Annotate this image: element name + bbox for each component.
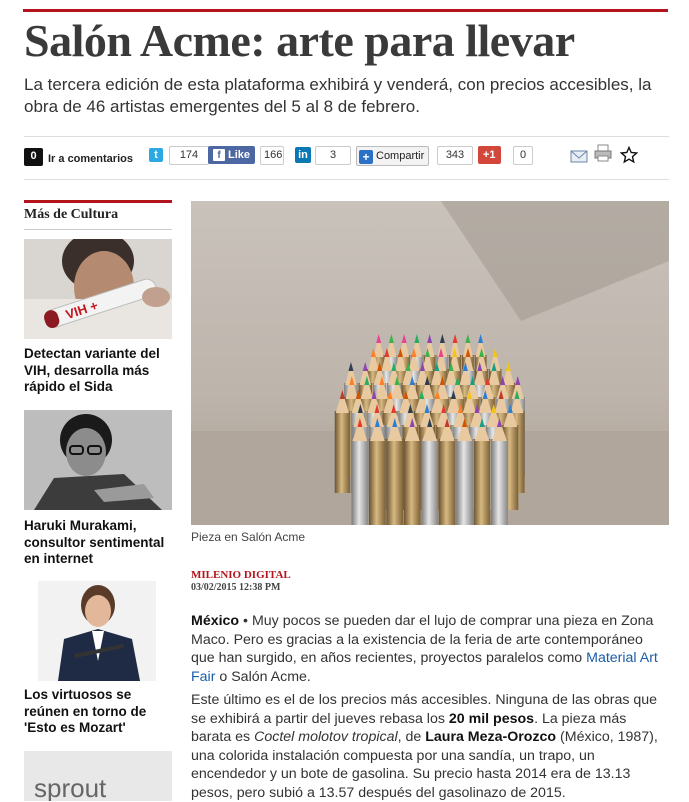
sprout-text: sprout — [34, 773, 107, 801]
comments-count-badge[interactable]: 0 — [24, 148, 43, 166]
facebook-like-label: Like — [228, 149, 251, 161]
share-count: 343 — [437, 146, 473, 165]
paragraph-text: Este último es el de los precios más accesibles. Ninguna de las obras que se exhibirá a partir del jueves rebasa los — [191, 692, 658, 727]
bold-text: 20 mil pesos — [448, 710, 535, 727]
share-label: Compartir — [376, 150, 425, 162]
linkedin-count: 3 — [315, 146, 351, 165]
photo-caption: Pieza en Salón Acme — [191, 530, 306, 544]
sidebar-item-image[interactable] — [24, 751, 172, 801]
divider — [24, 179, 669, 180]
article-date: 03/02/2015 12:38 PM — [191, 582, 281, 593]
sidebar-item-caption[interactable]: Los virtuosos se reúnen en torno de 'Esto es Mozart' — [24, 687, 147, 735]
share-plus-icon: + — [359, 150, 373, 164]
bullet: • — [239, 613, 252, 629]
mail-icon[interactable] — [570, 147, 588, 165]
twitter-icon[interactable]: t — [149, 148, 163, 162]
sidebar-item-caption[interactable]: Detectan variante del VIH, desarrolla más rápido el Sida — [24, 346, 160, 394]
gplus-button[interactable]: +1 — [478, 146, 501, 164]
article-source: MILENIO DIGITAL — [191, 569, 291, 581]
vih-text: VIH + — [63, 297, 100, 323]
divider — [24, 136, 669, 137]
gplus-count: 0 — [513, 146, 533, 165]
twitter-count: 174 — [169, 146, 209, 165]
divider — [24, 229, 172, 230]
paragraph-text: . La pieza más barata es — [191, 710, 627, 745]
paragraph-text: , de — [397, 729, 426, 745]
dateline: México — [191, 613, 240, 629]
sidebar-rule — [24, 200, 172, 203]
linkedin-icon[interactable]: in — [295, 147, 311, 163]
facebook-count: 166 — [260, 146, 284, 165]
article-photo — [191, 201, 669, 525]
page-title: Salón Acme: arte para llevar — [24, 15, 575, 66]
comments-link[interactable]: Ir a comentarios — [48, 153, 133, 165]
sidebar-item-image[interactable] — [24, 581, 172, 681]
artist-name: Laura Meza-Orozco — [425, 729, 557, 745]
artwork-title: Coctel molotov tropical — [254, 729, 398, 745]
share-button[interactable] — [356, 146, 429, 166]
article-paragraph — [191, 612, 669, 686]
title-rule — [23, 9, 668, 12]
article-paragraph — [191, 691, 669, 802]
social-bar — [24, 144, 669, 170]
sidebar-item-image[interactable] — [24, 239, 172, 339]
sidebar-item-image[interactable] — [24, 410, 172, 510]
paragraph-text: o Salón Acme. — [215, 668, 311, 685]
article-subtitle: La tercera edición de esta plataforma exhibirá y venderá, con precios accesibles, la obra de 46 artistas emergentes del 5 al 8 de febrero. — [24, 75, 652, 116]
material-art-fair-link[interactable]: Material Art Fair — [191, 650, 658, 685]
facebook-icon: f — [213, 149, 225, 161]
paragraph-text: (México, 1987), una colorida instalación compuesta por una sandía, un trapo, un encendedor y un bote de gasolina. Su precio hasta 2014 era de 13.13 pesos, pero subió a 13.57 después del gasolinazo de 2015. — [191, 729, 658, 801]
print-icon[interactable] — [594, 144, 612, 162]
sidebar-title: Más de Cultura — [24, 207, 119, 222]
sidebar-item-caption[interactable]: Haruki Murakami, consultor sentimental en internet — [24, 518, 165, 566]
paragraph-text: Muy pocos se pueden dar el lujo de comprar una pieza en Zona Maco. Pero es gracias a la existencia de la feria de arte contemporáneo que han surgido, en años recientes, proyectos paralelos como — [191, 613, 654, 666]
star-icon[interactable] — [620, 146, 638, 164]
facebook-like-button[interactable] — [208, 146, 255, 164]
